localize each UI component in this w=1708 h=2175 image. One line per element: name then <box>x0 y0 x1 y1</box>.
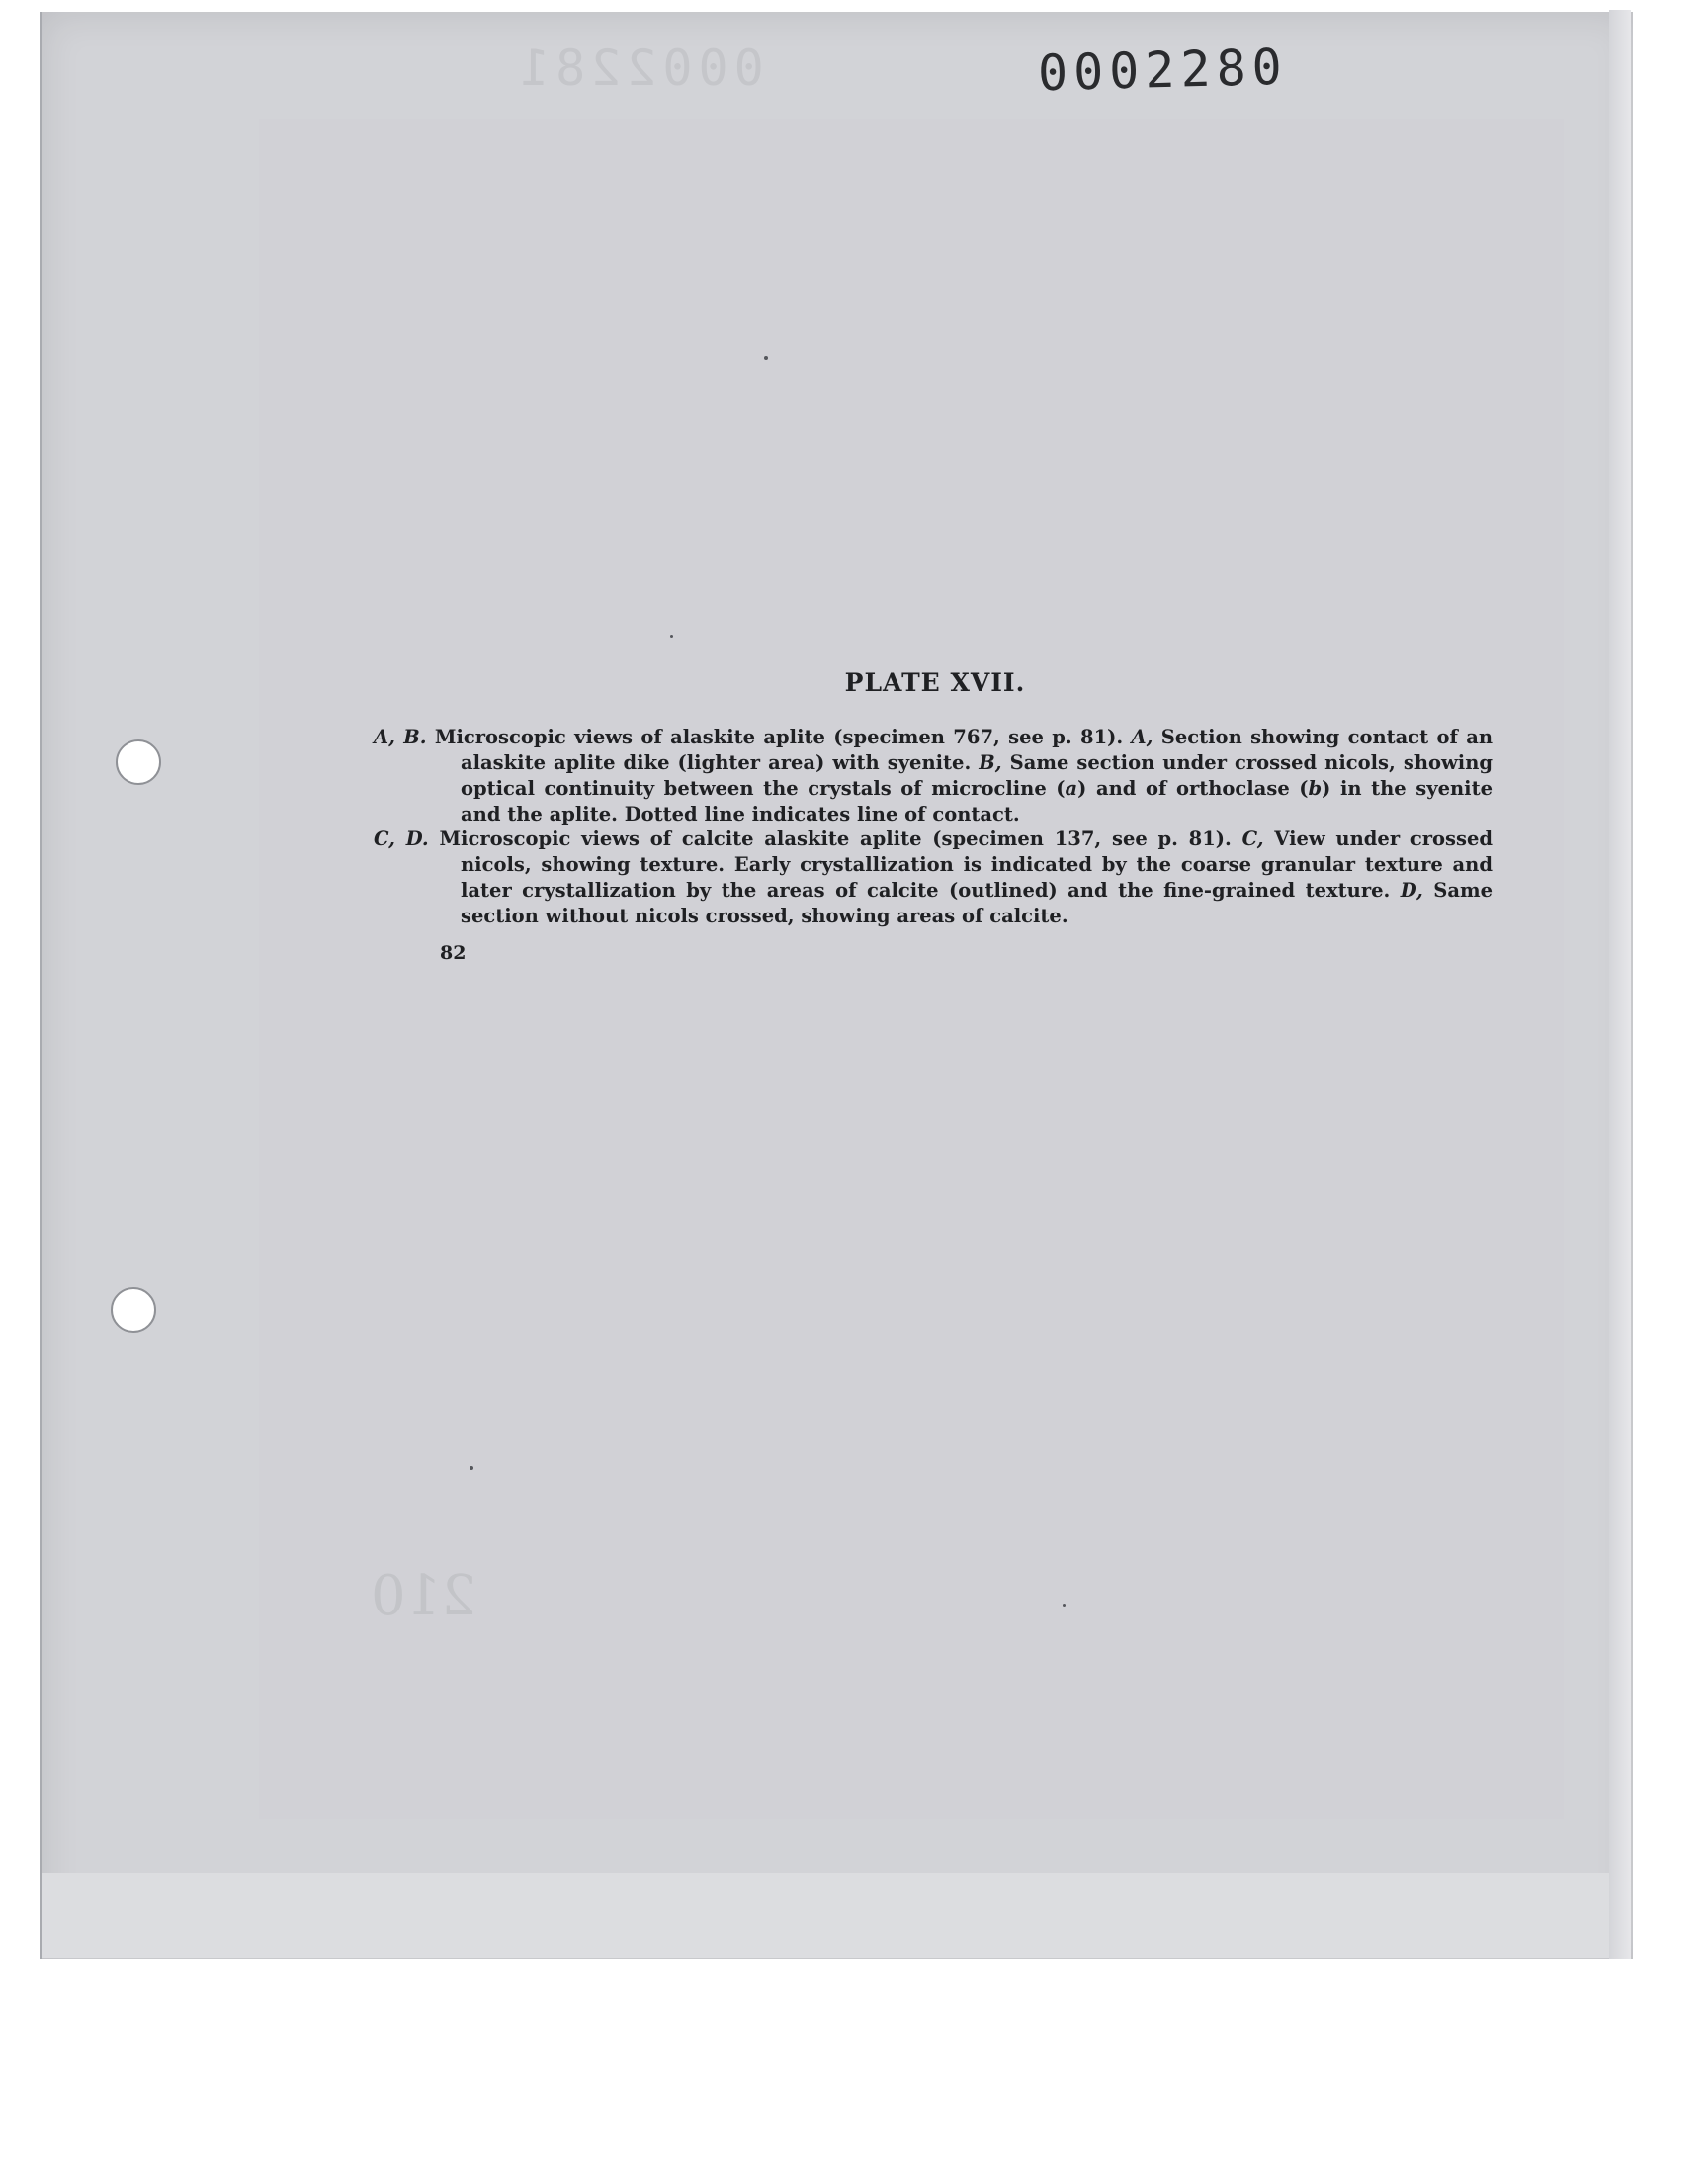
caption-label: A, B. <box>374 726 427 748</box>
caption-intro: Microscopic views of alaskite aplite (specimen 767, see p. 81). <box>434 726 1124 748</box>
plate-title: PLATE XVII. <box>844 668 1026 697</box>
caption-mark: b <box>1308 777 1323 800</box>
page-bottom-band <box>42 1873 1627 1958</box>
caption-a-b <box>374 725 1493 827</box>
caption-sub-label: B, <box>979 751 1002 774</box>
caption-text: ) in the syenite and the aplite. Dotted line indicates line of contact. <box>461 777 1493 826</box>
punch-hole-icon <box>116 740 161 785</box>
caption-text: Section showing contact of an alaskite aplite dike (lighter area) with syenite. <box>461 726 1494 774</box>
dust-speck <box>470 1466 473 1470</box>
dust-speck <box>670 635 673 638</box>
caption-c-d <box>374 826 1493 929</box>
caption-intro: Microscopic views of calcite alaskite aplite (specimen 137, see p. 81). <box>439 827 1232 850</box>
caption-sub-label: C, <box>1241 827 1264 850</box>
caption-text: View under crossed nicols, showing texture. Early crystallization is indicated by the coarse granular texture and later crystallization by the areas of calcite (outlined) and the fine-grained texture. <box>461 827 1493 902</box>
stamp-number: 0002280 <box>1037 38 1289 103</box>
caption-text: Same section under crossed nicols, showing optical continuity between the crystals of microcline ( <box>461 751 1494 800</box>
caption-text: ) and of orthoclase ( <box>1077 777 1309 800</box>
caption-text: Same section without nicols crossed, showing areas of calcite. <box>461 879 1494 927</box>
caption-mark: a <box>1065 777 1078 800</box>
show-through-number: 0002281 <box>514 40 764 97</box>
caption-sub-label: D, <box>1400 879 1423 902</box>
dust-speck <box>764 356 768 360</box>
page-number: 82 <box>440 942 467 964</box>
caption-label: C, D. <box>374 827 429 850</box>
page-right-edge <box>1609 10 1631 1959</box>
show-through-page-number: 210 <box>371 1564 476 1628</box>
dust-speck <box>1063 1604 1066 1607</box>
punch-hole-icon <box>111 1287 156 1333</box>
caption-sub-label: A, <box>1131 726 1153 748</box>
